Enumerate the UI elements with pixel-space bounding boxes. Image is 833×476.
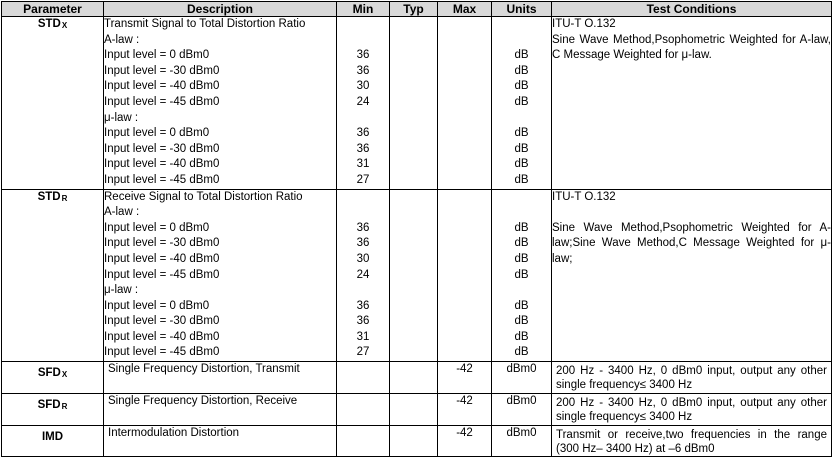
cell-line: Input level = -45 dBm0	[104, 268, 220, 281]
cell-line: dB	[514, 158, 529, 171]
cell-line: Input level = -45 dBm0	[104, 346, 220, 359]
units-cell: dBm0	[492, 426, 552, 457]
typ-cell	[390, 362, 438, 394]
cell-line: Input level = -30 dBm0	[104, 64, 220, 77]
condition-text: ITU-T O.132	[552, 18, 616, 30]
cell-line: Input level = -45 dBm0	[104, 95, 220, 108]
condition-text: Sine Wave Method,Psophometric Weighted for A-law, C Message Weighted for μ-law.	[552, 33, 831, 62]
cell-line: Input level = -45 dBm0	[104, 173, 220, 186]
typ-cell	[390, 426, 438, 457]
cell-line: Input level = -30 dBm0	[104, 237, 220, 250]
test-conditions-cell	[552, 17, 832, 190]
description-cell: Single Frequency Distortion, Transmit	[104, 362, 337, 394]
description-cell	[104, 189, 337, 362]
units-cell: dBm0	[492, 362, 552, 394]
parameter-subscript: R	[61, 402, 68, 412]
cell-line	[492, 205, 551, 221]
typ-cell	[390, 189, 438, 362]
condition-text	[552, 205, 831, 221]
parameter-subscript: X	[61, 21, 68, 30]
cell-line: A-law :	[104, 206, 140, 219]
parameter-name: IMD	[41, 431, 64, 444]
cell-line: Input level = -40 dBm0	[104, 158, 220, 171]
cell-line: 30	[356, 80, 370, 93]
parameter-cell	[2, 362, 104, 394]
col-test-conditions: Test Conditions	[552, 2, 832, 17]
test-conditions-cell: Transmit or receive,two frequencies in the range (300 Hz– 3400 Hz) at –6 dBm0	[552, 426, 832, 457]
cell-line: Input level = -40 dBm0	[104, 252, 220, 265]
cell-line: dB	[514, 346, 529, 359]
min-cell	[337, 394, 390, 426]
cell-line: Input level = -40 dBm0	[104, 80, 220, 93]
cell-line: 31	[356, 158, 370, 171]
cell-line: A-law :	[104, 33, 140, 46]
units-cell	[492, 189, 552, 362]
cell-line: Transmit Signal to Total Distortion Ratio	[104, 18, 306, 30]
cell-line: Input level = 0 dBm0	[104, 49, 210, 62]
cell-line	[337, 205, 389, 221]
cell-line: 30	[356, 252, 370, 265]
cell-line: μ-law :	[104, 284, 139, 297]
col-max: Max	[438, 2, 492, 17]
col-typ: Typ	[390, 2, 438, 17]
cell-line: dB	[514, 221, 529, 234]
max-cell	[438, 189, 492, 362]
cell-line: 36	[356, 299, 370, 312]
cell-line: 31	[356, 330, 370, 343]
header-row	[2, 2, 832, 17]
cell-line	[337, 33, 389, 49]
cell-line: dB	[514, 49, 529, 62]
units-cell	[492, 17, 552, 190]
max-cell	[438, 17, 492, 190]
cell-line	[337, 111, 389, 127]
parameter-name: STD	[37, 18, 61, 30]
col-description: Description	[104, 2, 337, 17]
cell-line: dB	[514, 237, 529, 250]
cell-line: Input level = -30 dBm0	[104, 142, 220, 155]
cell-line	[492, 283, 551, 299]
description-cell: Intermodulation Distortion	[104, 426, 337, 457]
col-units: Units	[492, 2, 552, 17]
min-cell	[337, 362, 390, 394]
max-cell: -42	[438, 362, 492, 394]
cell-line	[337, 190, 389, 206]
cell-line: dB	[514, 142, 529, 155]
table-row	[2, 362, 832, 394]
cell-line: Input level = 0 dBm0	[104, 221, 210, 234]
min-cell	[337, 17, 390, 190]
parameter-cell	[2, 394, 104, 426]
table-row	[2, 426, 832, 457]
parameter-name: SFD	[37, 399, 61, 412]
parameter-name: SFD	[37, 367, 61, 380]
cell-line: dB	[514, 330, 529, 343]
table-row	[2, 394, 832, 426]
condition-text: Sine Wave Method,Psophometric Weighted for A-law;Sine Wave Method,C Message Weighted for μ-law;	[552, 221, 831, 265]
min-cell	[337, 189, 390, 362]
cell-line: 36	[356, 127, 370, 140]
cell-line: dB	[514, 127, 529, 140]
cell-line: dB	[514, 252, 529, 265]
min-cell	[337, 426, 390, 457]
test-conditions-cell	[552, 189, 832, 362]
cell-line	[492, 33, 551, 49]
parameter-subscript: R	[61, 193, 68, 203]
description-cell	[104, 17, 337, 190]
table-row	[2, 17, 832, 190]
col-min: Min	[337, 2, 390, 17]
parameter-cell	[2, 189, 104, 362]
cell-line: 27	[356, 346, 370, 359]
cell-line: 24	[356, 95, 370, 108]
cell-line: 36	[356, 237, 370, 250]
cell-line: dB	[514, 268, 529, 281]
table-row	[2, 189, 832, 362]
condition-text: ITU-T O.132	[552, 190, 616, 203]
table-body	[2, 17, 832, 457]
cell-line	[492, 111, 551, 127]
cell-line: dB	[514, 315, 529, 328]
max-cell: -42	[438, 426, 492, 457]
cell-line: Input level = -40 dBm0	[104, 330, 220, 343]
cell-line	[337, 283, 389, 299]
distortion-spec-table	[1, 1, 832, 457]
col-parameter: Parameter	[2, 2, 104, 17]
parameter-cell	[2, 17, 104, 190]
cell-line	[492, 190, 551, 206]
cell-line: dB	[514, 299, 529, 312]
cell-line: 36	[356, 142, 370, 155]
cell-line: dB	[514, 64, 529, 77]
cell-line: dB	[514, 173, 529, 186]
cell-line: Receive Signal to Total Distortion Ratio	[104, 190, 303, 203]
cell-line: dB	[514, 80, 529, 93]
cell-line: 36	[356, 49, 370, 62]
test-conditions-cell: 200 Hz - 3400 Hz, 0 dBm0 input, output any other single frequency≤ 3400 Hz	[552, 394, 832, 426]
cell-line: Input level = -30 dBm0	[104, 315, 220, 328]
cell-line: 36	[356, 64, 370, 77]
test-conditions-cell: 200 Hz - 3400 Hz, 0 dBm0 input, output any other single frequency≤ 3400 Hz	[552, 362, 832, 394]
description-cell: Single Frequency Distortion, Receive	[104, 394, 337, 426]
typ-cell	[390, 17, 438, 190]
cell-line: dB	[514, 95, 529, 108]
parameter-subscript: X	[61, 370, 68, 380]
cell-line: Input level = 0 dBm0	[104, 299, 210, 312]
cell-line: μ-law :	[104, 111, 139, 124]
cell-line: 36	[356, 221, 370, 234]
cell-line: 27	[356, 173, 370, 186]
parameter-cell	[2, 426, 104, 457]
units-cell: dBm0	[492, 394, 552, 426]
cell-line: 24	[356, 268, 370, 281]
typ-cell	[390, 394, 438, 426]
cell-line	[337, 17, 389, 33]
parameter-name: STD	[37, 190, 61, 203]
cell-line	[492, 17, 551, 33]
cell-line: Input level = 0 dBm0	[104, 127, 210, 140]
cell-line: 36	[356, 315, 370, 328]
max-cell: -42	[438, 394, 492, 426]
